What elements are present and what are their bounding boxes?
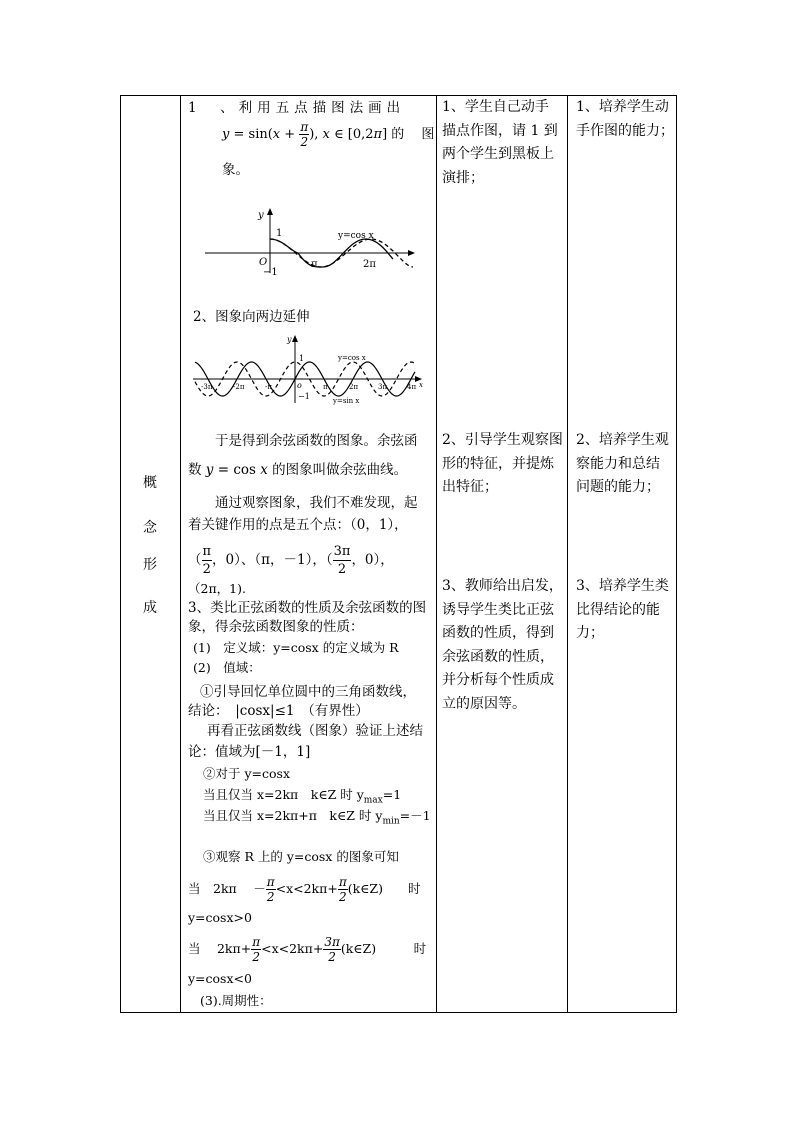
property-period: (3).周期性：	[200, 993, 272, 1008]
fig1-2pi-label: 2π	[363, 259, 376, 270]
table-col-border-1	[180, 95, 181, 1013]
design-intent-1	[576, 96, 676, 143]
teacher-activity-1-line: 1、学生自己动手	[442, 99, 549, 115]
table-col-border-3	[567, 95, 568, 1013]
range-d1: 当 2kπ － $\frac{\pi}{2}$ <x<2kπ+ $\frac{\pi}{2}$ (k∈Z) 时	[188, 875, 421, 904]
design-intent-2	[576, 429, 676, 500]
teacher-activity-2	[442, 429, 566, 500]
fig1-pi-label: π	[311, 259, 318, 270]
teacher-activity-1-line: 描点作图，请 1 到	[442, 122, 558, 139]
para1-line2: 数 y = cos x 的图象叫做余弦曲线。	[188, 462, 408, 478]
fig2-tick-label: π	[323, 383, 328, 391]
fig2-tick-label: -π	[265, 383, 272, 391]
para1-line1: 于是得到余弦函数的图象。余弦函	[215, 433, 418, 449]
fig2-tick-label: 2π	[349, 383, 359, 391]
design-intent-3	[576, 575, 676, 646]
property-domain: (1) 定义域：y=cosx 的定义域为 R	[193, 640, 399, 655]
teacher-activity-3-line: 余弦函数的性质，	[442, 648, 554, 665]
para2-line1: 通过观察图象，我们不难发现，起	[215, 495, 418, 511]
teacher-activity-1	[442, 96, 566, 190]
fig1-origin-label: O	[259, 257, 268, 268]
range-b2: 论：值域为[－1，1]	[188, 744, 311, 760]
fig1-minus-one-label: −1	[263, 267, 278, 275]
design-intent-3-line: 力；	[576, 625, 604, 641]
teacher-activity-2-line: 2、引导学生观察图	[442, 432, 563, 448]
range-d2-result: y=cosx<0	[188, 971, 252, 986]
fig2-x-label: x	[419, 381, 423, 389]
design-intent-3-line: 比得结论的能	[576, 601, 660, 618]
teacher-activity-3-line: 3、教师给出启发，	[442, 578, 563, 594]
teacher-activity-2-line: 出特征；	[442, 479, 498, 495]
heading-char-3: 形	[143, 557, 157, 573]
table-col-border-0	[120, 95, 121, 1013]
fig1-y-label: y	[258, 210, 264, 221]
teacher-activity-1-line: 两个学生到黑板上	[442, 146, 554, 162]
fig2-tick-label: 4π	[407, 383, 417, 391]
item3-line1: 3、类比正弦函数的性质及余弦函数的图	[188, 600, 427, 616]
design-intent-3-line: 3、培养学生类	[576, 578, 669, 594]
range-a1: ①引导回忆单位圆中的三角函数线，	[200, 684, 416, 700]
range-a2: 结论： |cosx|≤1 （有界性）	[188, 703, 369, 719]
item1-formula: y = sin(x + $\frac{\pi}{2}$ ), x ∈ [0,2π] 的 图	[222, 120, 435, 149]
teacher-activity-3	[442, 575, 566, 716]
item2: 2、图象向两边延伸	[193, 309, 310, 325]
range-c1: 当且仅当 x=2kπ k∈Z 时 $y_{max}=1$	[203, 787, 402, 806]
cos-graph-one-period	[203, 205, 423, 275]
table-col-border-2	[436, 95, 437, 1013]
heading-char-1: 概	[143, 475, 157, 491]
teacher-activity-1-line: 演排；	[442, 169, 484, 186]
table-col-border-4	[676, 95, 677, 1013]
para2-line4: （2π，1).	[188, 581, 246, 596]
fig2-tick-label: -3π	[201, 383, 213, 391]
teacher-activity-3-line: 立的原因等。	[442, 695, 526, 712]
range-d1-result: y=cosx>0	[188, 910, 252, 925]
fig2-one-label: 1	[299, 354, 305, 363]
design-intent-2-line: 察能力和总结	[576, 455, 660, 472]
heading-char-2: 念	[143, 520, 157, 536]
design-intent-2-line: 问题的能力；	[576, 479, 660, 495]
design-intent-2-line: 2、培养学生观	[576, 432, 669, 448]
range-c: ②对于 y=cosx	[203, 766, 290, 781]
item1-suffix: 象。	[222, 162, 249, 178]
item3-line2: 象，得余弦函数图象的性质：	[188, 619, 364, 635]
design-intent-1-line: 手作图的能力；	[576, 122, 674, 139]
item1-prefix: 1 、利用五点描图法画出	[188, 100, 406, 116]
sin-cos-graph-extended	[193, 333, 425, 405]
teacher-activity-3-line: 诱导学生类比正弦	[442, 601, 554, 618]
fig2-tick-label: 3π	[378, 383, 388, 391]
fig2-minus-one-label: −1	[298, 392, 310, 401]
teacher-activity-3-line: 函数的性质，得到	[442, 625, 554, 641]
design-intent-1-line: 1、培养学生动	[576, 99, 669, 115]
fig2-tick-label: -2π	[233, 383, 245, 391]
range-c2: 当且仅当 x=2kπ+π k∈Z 时 $y_{min}=-1$	[203, 808, 431, 827]
range-b1: 再看正弦函数线（图象）验证上述结	[207, 723, 423, 739]
fig2-y-label: y	[287, 335, 292, 344]
range-d: ③观察 R 上的 y=cosx 的图象可知	[203, 849, 399, 864]
teacher-activity-2-line: 形的特征，并提炼	[442, 455, 554, 472]
fig1-curve-label: y=cos x	[338, 231, 374, 241]
teacher-activity-3-line: 并分析每个性质成	[442, 672, 554, 688]
range-d2: 当 2kπ+ $\frac{\pi}{2}$ <x<2kπ+ $\frac{3\pi}{2}$ (k∈Z) 时	[188, 935, 427, 964]
fig2-cos-label: y=cos x	[338, 354, 366, 362]
para2-line3: （ $\frac{\pi}{2}$ ，0）、（π，－1），（ $\frac{3\pi}{2}$ ，0），	[188, 544, 394, 577]
fig2-sin-label: y=sin x	[333, 397, 360, 405]
heading-char-4: 成	[143, 600, 157, 616]
para2-line2: 着关键作用的点是五个点：（0，1），	[188, 517, 408, 533]
fig2-origin-label: o	[297, 381, 302, 390]
fig1-one-label: 1	[276, 228, 283, 239]
property-range: (2) 值域：	[193, 660, 261, 675]
